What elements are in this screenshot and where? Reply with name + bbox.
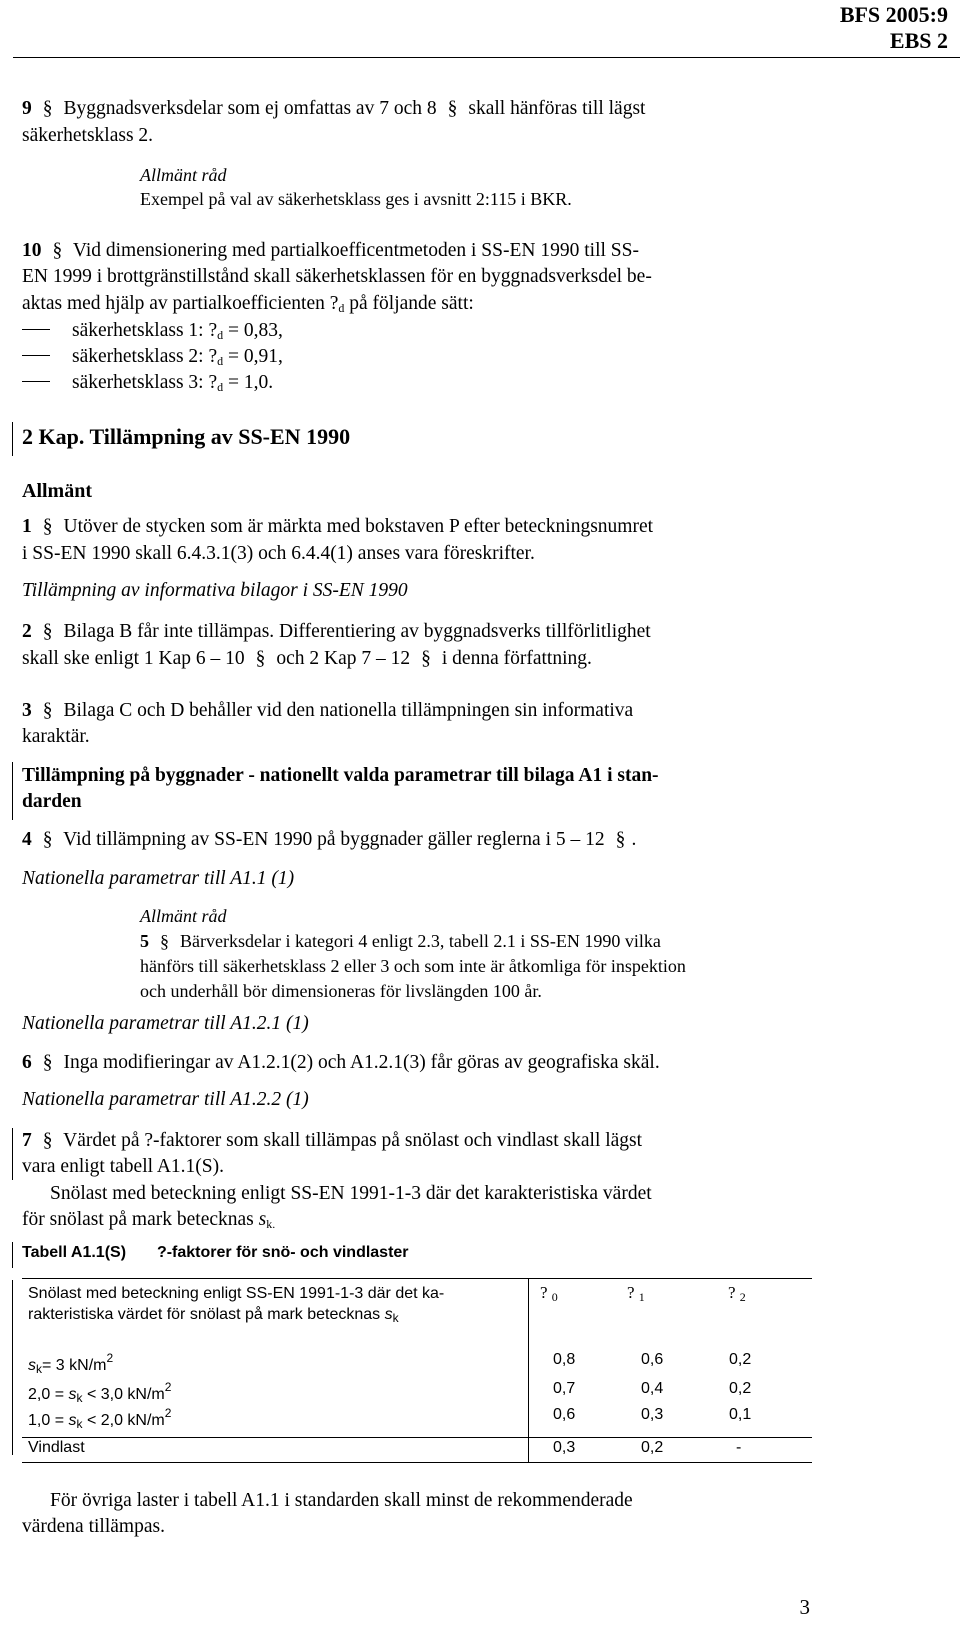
paragraph-7 — [22, 1130, 642, 1152]
document-header — [840, 2, 948, 54]
psi-symbol: ? — [540, 1283, 548, 1302]
table-row-label — [28, 1351, 113, 1376]
subscript: 1 — [638, 1290, 645, 1304]
paragraph-text: Vid dimensionering med partialkoefficentmetoden i SS-EN 1990 till SS- — [72, 240, 639, 261]
superscript: 2 — [106, 1351, 114, 1365]
paragraph-number: 3 — [22, 700, 32, 721]
psi-symbol: ? — [627, 1283, 635, 1302]
section-sign-icon: § — [447, 98, 458, 119]
table-cell: 0,6 — [553, 1406, 576, 1423]
advice-title: Allmänt råd — [140, 906, 227, 926]
section-sign-icon: § — [160, 931, 169, 951]
paragraph-number: 2 — [22, 621, 32, 642]
safety-class-item — [22, 372, 273, 395]
table-header-text: rakteristiska värdet för snölast på mark betecknas — [28, 1306, 381, 1323]
paragraph-text: och 2 Kap 7 – 12 — [276, 648, 411, 669]
change-bar — [12, 1128, 13, 1180]
paragraph-text: skall ske enligt 1 Kap 6 – 10 — [22, 648, 245, 669]
chapter-title: 2 Kap. Tillämpning av SS-EN 1990 — [22, 424, 351, 449]
section-sign-icon: § — [52, 240, 63, 261]
gamma-symbol: ? — [208, 346, 218, 367]
subscript: k — [392, 1311, 399, 1325]
symbol-s: s — [68, 1412, 77, 1429]
section-sign-icon: § — [615, 829, 626, 850]
table-cell: 0,3 — [641, 1406, 664, 1423]
dash-icon — [22, 381, 50, 382]
table-header-line: Snölast med beteckning enligt SS-EN 1991-1-3 där det ka- — [28, 1285, 445, 1302]
section-sign-icon: § — [42, 829, 53, 850]
paragraph-3 — [22, 700, 633, 722]
table-caption-text: ?-faktorer för snö- och vindlaster — [156, 1244, 409, 1261]
gamma-symbol: ? — [208, 320, 218, 341]
paragraph-number: 10 — [22, 240, 42, 261]
table-cell: 0,2 — [641, 1439, 664, 1456]
change-bar — [12, 1242, 13, 1268]
paragraph-number: 4 — [22, 829, 32, 850]
subscript: 0 — [551, 1290, 558, 1304]
table-cell: - — [736, 1439, 742, 1456]
psi-symbol: ? — [728, 1283, 736, 1302]
table-caption — [22, 1244, 409, 1262]
subscript: 2 — [739, 1290, 746, 1304]
table-col-psi1 — [627, 1283, 645, 1305]
symbol-s: s — [28, 1357, 36, 1374]
closing-text-line-2: värdena tillämpas. — [22, 1516, 165, 1537]
paragraph-text: Bärverksdelar i kategori 4 enligt 2.3, tabell 2.1 i SS-EN 1990 vilka — [180, 931, 661, 951]
subscript: k — [36, 1362, 42, 1376]
symbol-s: s — [258, 1209, 267, 1230]
paragraph-7-line-3: Snölast med beteckning enligt SS-EN 1991-1-3 där det karakteristiska värdet — [50, 1183, 652, 1204]
table-cell: 0,2 — [729, 1380, 752, 1397]
paragraph-10-line-3 — [22, 293, 474, 316]
table-row-label: Vindlast — [28, 1439, 85, 1456]
paragraph-9-line-2: säkerhetsklass 2. — [22, 125, 154, 146]
table-caption-id: Tabell A1.1(S) — [22, 1244, 127, 1261]
advice-title: Allmänt råd — [140, 165, 227, 185]
table-cell: 0,8 — [553, 1351, 576, 1368]
paragraph-text: i denna författning. — [441, 648, 592, 669]
paragraph-text: . — [631, 829, 637, 850]
table-column-border — [528, 1278, 529, 1463]
table-row-label — [28, 1406, 171, 1431]
paragraph-text: Bilaga C och D behåller vid den nationella tillämpningen sin informativa — [63, 700, 634, 721]
section-sign-icon: § — [42, 621, 53, 642]
paragraph-9 — [22, 98, 645, 120]
table-cell: 0,1 — [729, 1406, 752, 1423]
paragraph-text: Vid tillämpning av SS-EN 1990 på byggnader gäller reglerna i 5 – 12 — [63, 829, 605, 850]
row-relation: < 2,0 kN/m — [86, 1412, 165, 1429]
table-cell: 0,6 — [641, 1351, 664, 1368]
header-line-1: BFS 2005:9 — [839, 2, 948, 27]
row-relation: < 3,0 kN/m — [86, 1386, 165, 1403]
change-bar — [12, 422, 13, 456]
paragraph-text: skall hänföras till lägst — [468, 98, 646, 119]
paragraph-text: Utöver de stycken som är märkta med bokstaven P efter beteckningsnumret — [63, 516, 654, 537]
section-heading-italic: Tillämpning av informativa bilagor i SS-EN 1990 — [22, 580, 408, 601]
paragraph-number: 1 — [22, 516, 32, 537]
table-cell: 0,3 — [553, 1439, 576, 1456]
subscript: k — [76, 1417, 83, 1431]
superscript: 2 — [164, 1406, 172, 1420]
table-header-label — [28, 1283, 444, 1329]
section-heading-line-2: darden — [22, 791, 82, 812]
advice-line-3: och underhåll bör dimensioneras för livslängden 100 år. — [140, 981, 542, 1001]
section-sign-icon: § — [42, 1130, 53, 1151]
item-value: = 0,91, — [228, 346, 283, 367]
superscript: 2 — [164, 1380, 172, 1394]
table-row-label — [28, 1380, 171, 1405]
section-sign-icon: § — [42, 700, 53, 721]
table-col-psi0 — [540, 1283, 558, 1305]
advice-line-2: hänförs till säkerhetsklass 2 eller 3 och som inte är åtkomliga för inspektion — [140, 956, 686, 976]
paragraph-number: 9 — [22, 98, 32, 119]
section-heading-italic: Nationella parametrar till A1.1 (1) — [22, 868, 295, 889]
table-row-border — [22, 1437, 812, 1438]
row-prefix: 1,0 = — [28, 1412, 65, 1429]
table-bottom-border — [22, 1462, 812, 1463]
subscript: d — [217, 354, 224, 368]
paragraph-1 — [22, 516, 653, 538]
paragraph-number: 5 — [140, 931, 149, 951]
table-cell: 0,4 — [641, 1380, 664, 1397]
advice-text: Exempel på val av säkerhetsklass ges i avsnitt 2:115 i BKR. — [140, 189, 572, 209]
paragraph-7-line-2: vara enligt tabell A1.1(S). — [22, 1156, 224, 1177]
symbol-s: s — [68, 1386, 77, 1403]
subscript: k. — [266, 1217, 276, 1231]
paragraph-text: Värdet på — [63, 1130, 140, 1151]
symbol-s: s — [384, 1306, 393, 1323]
paragraph-text: -faktorer som skall tillämpas på snölast och vindlast skall lägst — [153, 1130, 643, 1151]
table-cell: 0,2 — [729, 1351, 752, 1368]
paragraph-10 — [22, 240, 639, 262]
paragraph-number: 6 — [22, 1052, 32, 1073]
paragraph-2-line-2 — [22, 648, 592, 670]
row-relation: = 3 kN/m — [42, 1357, 107, 1374]
paragraph-text: Byggnadsverksdelar som ej omfattas av 7 och 8 — [63, 98, 437, 119]
table-cell: 0,7 — [553, 1380, 576, 1397]
header-divider — [13, 57, 960, 58]
subscript: d — [338, 301, 345, 315]
table-top-border — [22, 1278, 812, 1279]
safety-class-item — [22, 346, 283, 369]
paragraph-4 — [22, 829, 636, 851]
paragraph-text: på följande sätt: — [349, 293, 474, 314]
paragraph-text: för snölast på mark betecknas — [22, 1209, 254, 1230]
paragraph-text: Inga modifieringar av A1.2.1(2) och A1.2.1(3) får göras av geografiska skäl. — [63, 1052, 660, 1073]
section-heading: Tillämpning på byggnader - nationellt valda parametrar till bilaga A1 i stan- — [22, 765, 659, 786]
section-heading-italic: Nationella parametrar till A1.2.1 (1) — [22, 1013, 309, 1034]
paragraph-number: 7 — [22, 1130, 32, 1151]
paragraph-text: Bilaga B får inte tillämpas. Differentiering av byggnadsverks tillförlitlighet — [63, 621, 651, 642]
section-sign-icon: § — [42, 98, 53, 119]
paragraph-7-line-4 — [22, 1209, 275, 1232]
section-sign-icon: § — [42, 1052, 53, 1073]
section-sign-icon: § — [42, 516, 53, 537]
page-number: 3 — [799, 1595, 810, 1619]
paragraph-2 — [22, 621, 651, 643]
paragraph-1-line-2: i SS-EN 1990 skall 6.4.3.1(3) och 6.4.4(1) anses vara föreskrifter. — [22, 543, 535, 564]
advice-paragraph-5 — [140, 931, 661, 952]
header-line-2: EBS 2 — [889, 28, 948, 53]
change-bar — [12, 762, 13, 820]
subscript: d — [217, 328, 224, 342]
table-col-psi2 — [728, 1283, 746, 1305]
subscript: k — [76, 1391, 83, 1405]
closing-text-line-1: För övriga laster i tabell A1.1 i standarden skall minst de rekommenderade — [50, 1490, 633, 1511]
paragraph-6 — [22, 1052, 660, 1074]
item-label: säkerhetsklass 3: — [72, 372, 204, 393]
dash-icon — [22, 355, 50, 356]
item-label: säkerhetsklass 1: — [72, 320, 204, 341]
paragraph-text: aktas med hjälp av partialkoefficienten — [22, 293, 325, 314]
table-header-line — [28, 1304, 444, 1329]
item-value: = 0,83, — [228, 320, 283, 341]
paragraph-10-line-2: EN 1999 i brottgränstillstånd skall säkerhetsklassen för en byggnadsverksdel be- — [22, 266, 652, 287]
paragraph-3-line-2: karaktär. — [22, 726, 90, 747]
subscript: d — [217, 380, 224, 394]
section-heading-italic: Nationella parametrar till A1.2.2 (1) — [22, 1089, 309, 1110]
psi-symbol: ? — [144, 1130, 154, 1151]
safety-class-item — [22, 320, 283, 343]
section-sign-icon: § — [421, 648, 431, 669]
section-sign-icon: § — [255, 648, 266, 669]
dash-icon — [22, 329, 50, 330]
change-bar — [12, 1280, 13, 1455]
gamma-symbol: ? — [329, 293, 339, 314]
item-value: = 1,0. — [228, 372, 274, 393]
gamma-symbol: ? — [208, 372, 218, 393]
item-label: säkerhetsklass 2: — [72, 346, 204, 367]
row-prefix: 2,0 = — [28, 1386, 65, 1403]
section-heading: Allmänt — [22, 480, 92, 502]
